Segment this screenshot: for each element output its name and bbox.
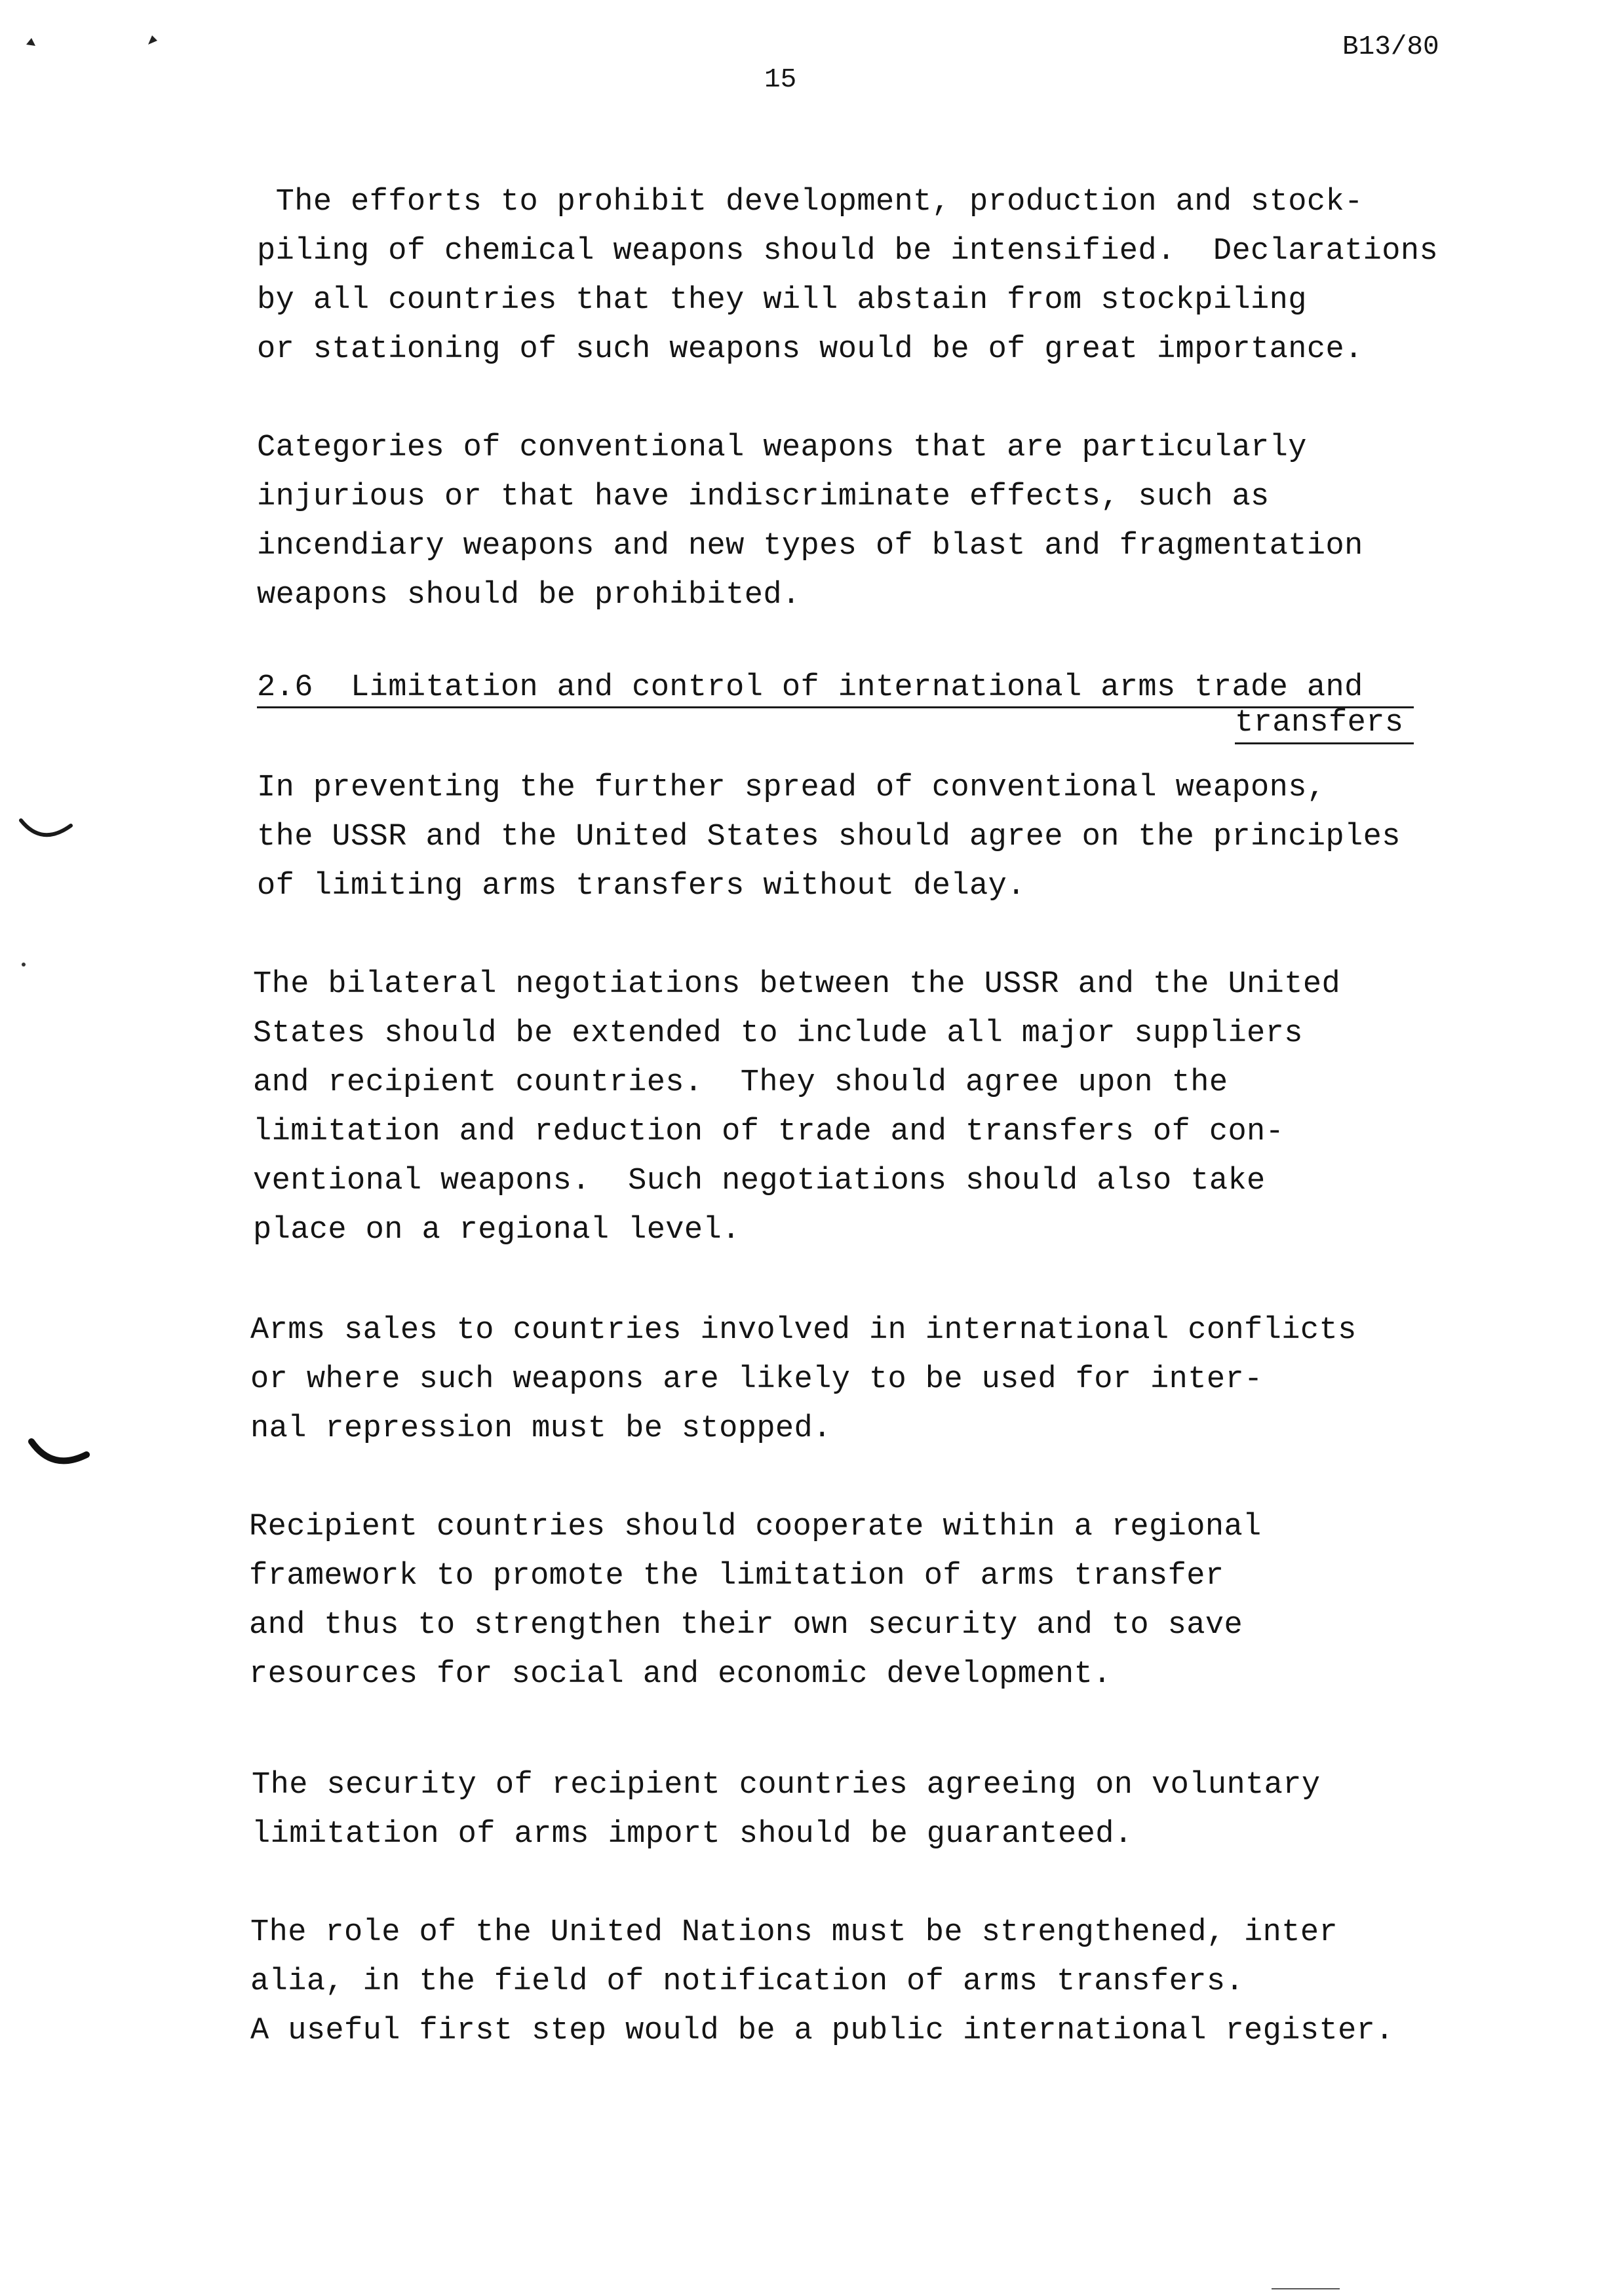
- scan-speck-mark: [24, 34, 39, 50]
- paragraph-line: The bilateral negotiations between the USSR and the United: [253, 967, 1341, 1002]
- paragraph-line: A useful first step would be a public international register.: [250, 2014, 1394, 2048]
- paragraph-line: or stationing of such weapons would be of great importance.: [257, 332, 1363, 367]
- paragraph-line: The efforts to prohibit development, production and stock-: [257, 185, 1363, 220]
- paragraph-line: States should be extended to include all major suppliers: [253, 1016, 1303, 1051]
- paragraph-line: by all countries that they will abstain from stockpiling: [257, 283, 1307, 318]
- section-heading-continuation: transfers: [1235, 706, 1404, 740]
- paragraph-line: the USSR and the United States should agree on the principles: [257, 820, 1401, 854]
- scan-line-mark: [1272, 2288, 1340, 2289]
- paragraph-line: or where such weapons are likely to be used for inter-: [250, 1362, 1263, 1397]
- paragraph-line: incendiary weapons and new types of blast and fragmentation: [257, 529, 1363, 564]
- paragraph-line: The security of recipient countries agreeing on voluntary: [252, 1768, 1321, 1803]
- paragraph-line: ventional weapons. Such negotiations should also take: [253, 1164, 1266, 1198]
- section-heading: 2.6 Limitation and control of international arms trade and: [257, 670, 1363, 705]
- paragraph-line: The role of the United Nations must be strengthened, inter: [250, 1915, 1338, 1950]
- paragraph-line: Arms sales to countries involved in international conflicts: [250, 1313, 1357, 1348]
- paragraph-line: and recipient countries. They should agree upon the: [253, 1065, 1228, 1100]
- paragraph-line: and thus to strengthen their own security and to save: [249, 1608, 1243, 1643]
- page-number: 15: [764, 65, 797, 95]
- paragraph-line: nal repression must be stopped.: [250, 1411, 832, 1446]
- paragraph-line: alia, in the field of notification of arms transfers.: [250, 1964, 1245, 1999]
- paragraph-line: weapons should be prohibited.: [257, 578, 801, 613]
- paragraph-line: piling of chemical weapons should be intensified. Declarations: [257, 234, 1439, 269]
- paragraph-line: In preventing the further spread of conventional weapons,: [257, 771, 1326, 805]
- paragraph-line: framework to promote the limitation of arms transfer: [249, 1559, 1224, 1594]
- paragraph-line: Categories of conventional weapons that are particularly: [257, 430, 1307, 465]
- punch-hole-mark: [16, 813, 75, 852]
- punch-hole-mark: [26, 1434, 92, 1473]
- document-reference: B13/80: [1342, 32, 1439, 62]
- paragraph-line: Recipient countries should cooperate within a regional: [249, 1510, 1262, 1544]
- heading-underline: [1235, 742, 1414, 744]
- scan-speck-mark: [146, 33, 160, 48]
- paragraph-line: injurious or that have indiscriminate effects, such as: [257, 480, 1270, 514]
- paragraph-line: of limiting arms transfers without delay.: [257, 869, 1026, 904]
- scan-speck-mark: [20, 961, 28, 968]
- paragraph-line: resources for social and economic development.: [249, 1657, 1112, 1692]
- paragraph-line: limitation of arms import should be guaranteed.: [252, 1817, 1133, 1852]
- paragraph-line: place on a regional level.: [253, 1213, 741, 1248]
- paragraph-line: limitation and reduction of trade and transfers of con-: [253, 1115, 1285, 1149]
